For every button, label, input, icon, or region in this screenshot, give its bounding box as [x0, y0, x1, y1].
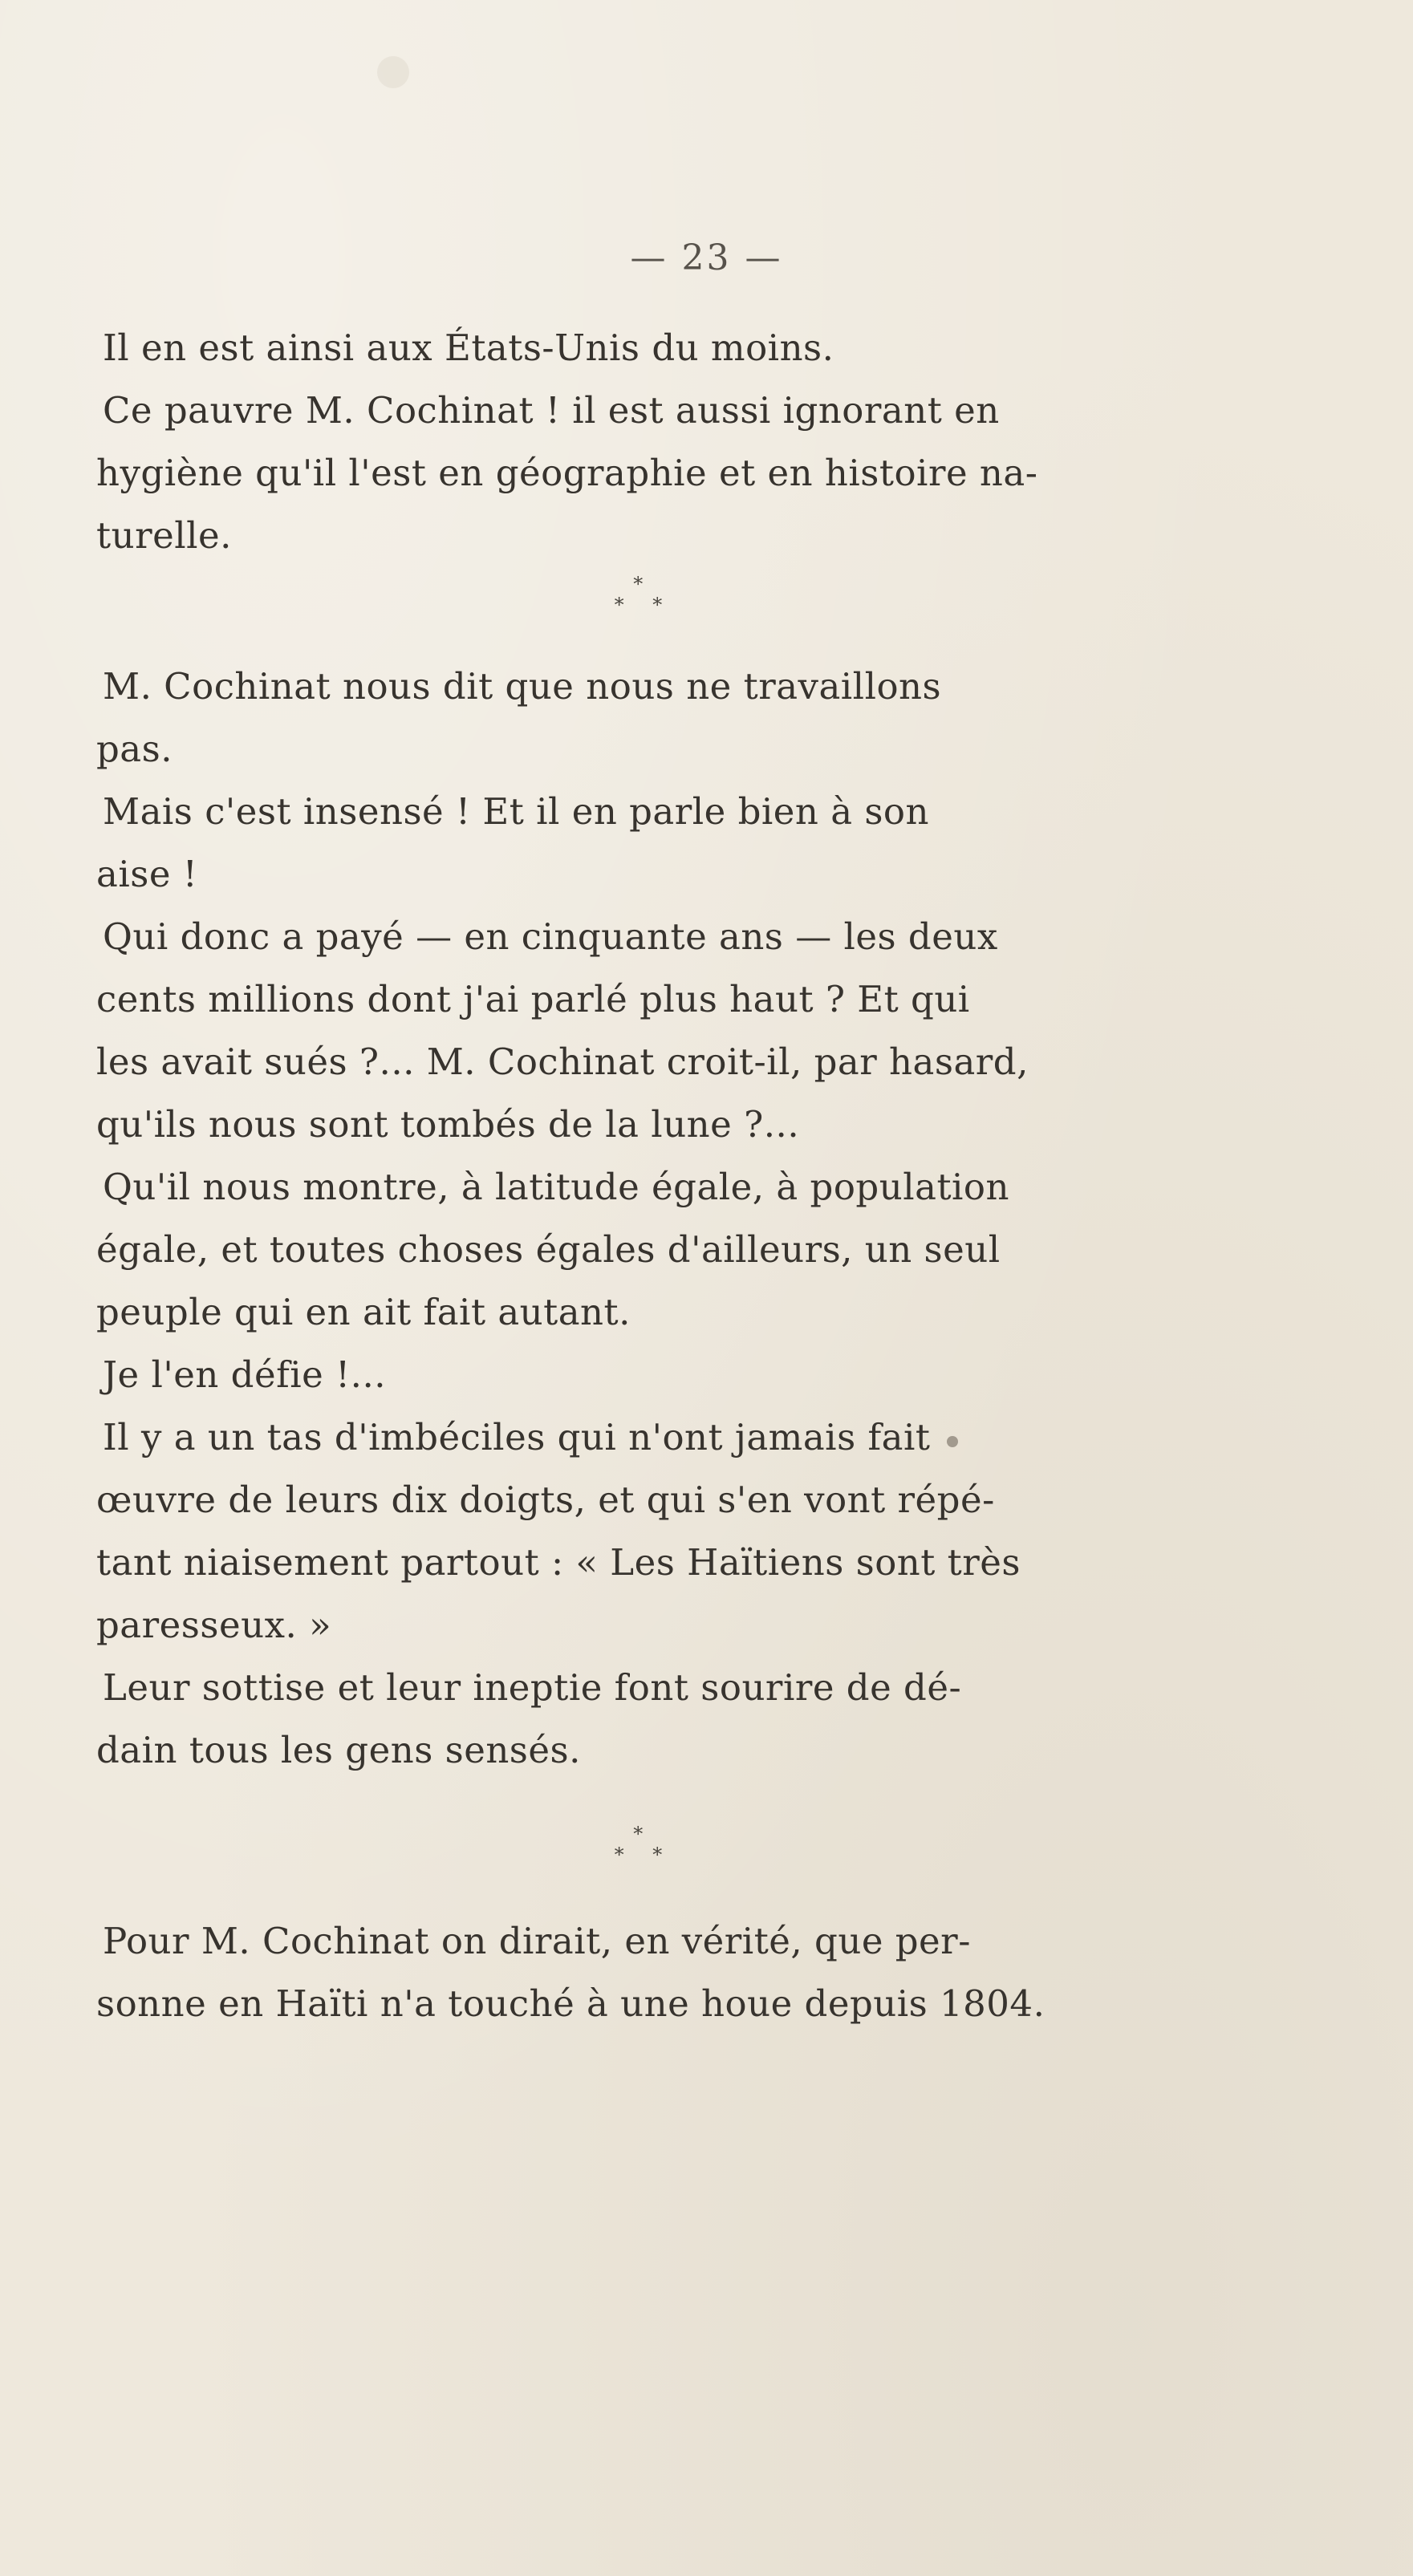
page-number: — 23 — [630, 237, 783, 278]
asterism-bottom: * * [614, 594, 674, 616]
text-line: Ce pauvre M. Cochinat ! il est aussi ignorant en [103, 389, 1000, 432]
paragraph [96, 379, 1174, 567]
asterism-divider [103, 1782, 1174, 1910]
paragraph [96, 1406, 1174, 1657]
paragraph [96, 906, 1174, 1156]
text-line: Qu'il nous montre, à latitude égale, à population [103, 1166, 1009, 1208]
page-text [96, 317, 1174, 2035]
text-line: Mais c'est insensé ! Et il en parle bien à son [103, 790, 930, 833]
asterism-top: * [633, 573, 644, 595]
paragraph [96, 781, 1174, 906]
paragraph [103, 1344, 1174, 1406]
paragraph [96, 1156, 1174, 1344]
asterism-top: * [633, 1823, 644, 1845]
paper-stain [377, 56, 409, 88]
text-line: sonne en Haïti n'a touché à une houe depuis 1804. [96, 1982, 1046, 2025]
text-line: paresseux. » [96, 1604, 332, 1646]
text-line: Je l'en défie !... [103, 1353, 387, 1396]
paragraph [103, 317, 1174, 379]
text-line: dain tous les gens sensés. [96, 1729, 581, 1771]
text-line: œuvre de leurs dix doigts, et qui s'en vont répé- [96, 1479, 995, 1521]
text-line: pas. [96, 728, 173, 770]
text-line: M. Cochinat nous dit que nous ne travaillons [103, 665, 942, 708]
text-line: aise ! [96, 853, 198, 895]
paragraph [96, 655, 1174, 781]
text-line: Qui donc a payé — en cinquante ans — les deux [103, 915, 998, 958]
paragraph [96, 1657, 1174, 1782]
text-line: peuple qui en ait fait autant. [96, 1291, 631, 1333]
text-line: Il en est ainsi aux États-Unis du moins. [103, 327, 834, 369]
text-line: turelle. [96, 514, 232, 557]
text-line: tant niaisement partout : « Les Haïtiens sont très [96, 1541, 1021, 1584]
text-line: Leur sottise et leur ineptie font sourire de dé- [103, 1666, 962, 1709]
text-line: cents millions dont j'ai parlé plus haut ? Et qui [96, 978, 970, 1020]
text-line: les avait sués ?... M. Cochinat croit-il, par hasard, [96, 1041, 1029, 1083]
paragraph [96, 1910, 1174, 2035]
text-line: égale, et toutes choses égales d'ailleurs, un seul [96, 1228, 1001, 1271]
text-line: hygiène qu'il l'est en géographie et en histoire na- [96, 452, 1038, 494]
text-line: Il y a un tas d'imbéciles qui n'ont jamais fait [103, 1416, 931, 1458]
asterism-bottom: * * [614, 1844, 674, 1866]
text-line: qu'ils nous sont tombés de la lune ?... [96, 1103, 800, 1146]
text-line: Pour M. Cochinat on dirait, en vérité, que per- [103, 1920, 971, 1962]
asterism-divider [103, 567, 1174, 655]
